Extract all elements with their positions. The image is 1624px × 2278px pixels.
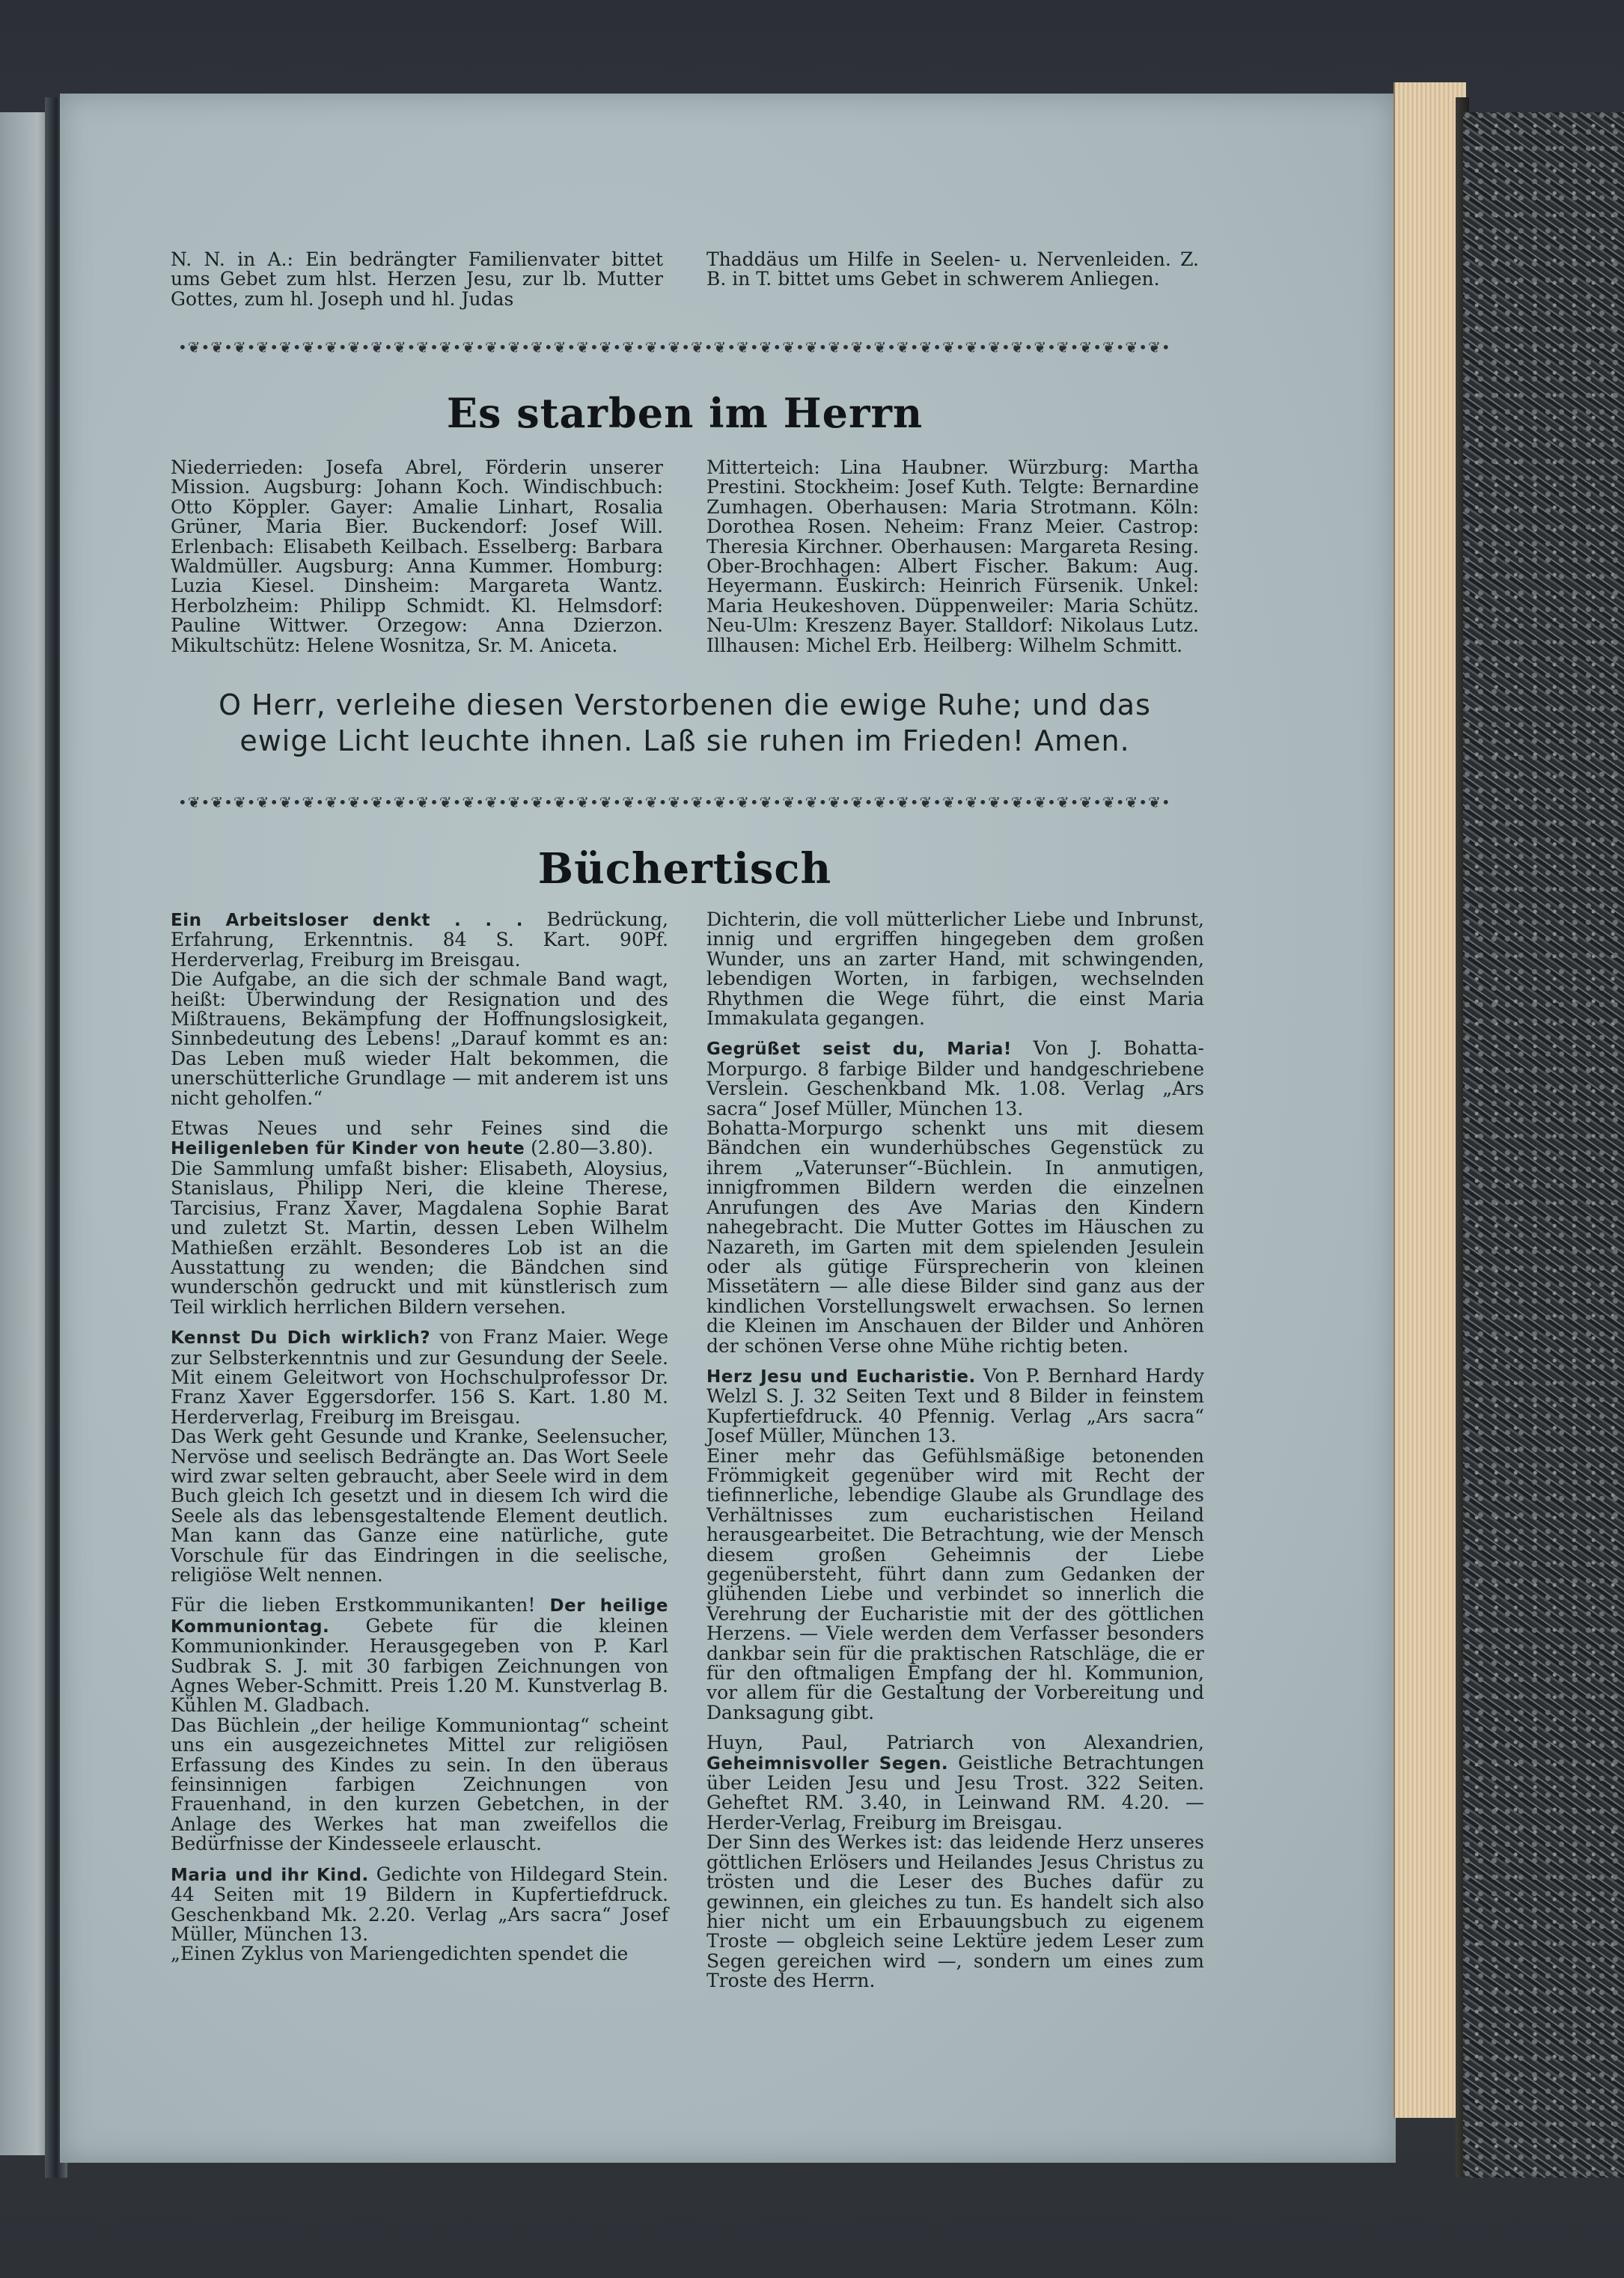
book-details: Gebete für die kleinen Kommunionkinder. Herausgegeben von P. Karl Sudbrak S. J. mit 30 farbigen Zeichnungen von Agnes Weber-Schmitt. Preis 1.20 M. Kunstverlag B. Kühlen M. Gladbach. (171, 1614, 668, 1717)
book-review: Dichterin, die voll mütterlicher Liebe und Inbrunst, innig und ergriffen hingegeben dem großen Wunder, uns an zarter Hand, mit schwingenden, lebendigen Worten, in farbigen, wechselnden Rhythmen die Wege führt, die einst Maria Immakulata gegangen. (706, 909, 1204, 1030)
ornament-divider-1: •❦•❦•❦•❦•❦•❦•❦•❦•❦•❦•❦•❦•❦•❦•❦•❦•❦•❦•❦•❦•❦•❦•❦•❦•❦•❦•❦•❦•❦•❦•❦•❦•❦•❦•❦•❦•❦•❦•❦•❦•❦•❦•❦• (178, 338, 1171, 356)
book-review: Das Büchlein „der heilige Kommuniontag“ scheint uns ein ausgezeichnetes Mittel zur religiösen Erfassung des Kindes zu sein. In den überaus feinsinnigen farbigen Zeichnungen von Frauenhand, in den kurzen Gebetchen, in der Anlage des Werkes hat man zweifellos die Bedürfnisse der Kindesseele erlauscht. (171, 1714, 668, 1855)
book-review: „Einen Zyklus von Mariengedichten spendet die (171, 1943, 629, 1965)
book-intro: Für die lieben Erstkommunikanten! (171, 1594, 550, 1616)
marbled-cover (1463, 112, 1624, 2178)
book-review: Die Sammlung umfaßt bisher: Elisabeth, Aloysius, Stanislaus, Philipp Neri, die kleine Therese, Tarcisius, Franz Xaver, Magdalena Sophie Barat und zuletzt St. Martin, dessen Leben Wilhelm Mathießen erzählt. Besonderes Lob ist an die Ausstattung zu wenden; die Bändchen sind wunderschön gedruckt und mit künstlerisch zum Teil wirklich herrlichen Bildern versehen. (171, 1157, 668, 1318)
book-entry-header (171, 1119, 668, 1159)
book-review: Einer mehr das Gefühlsmäßige betonenden Frömmigkeit gegenüber wird mit Recht der tiefinnerliche, lebendige Glaube als Grundlage des Verhältnisses zum eucharistischen Heiland herausgearbeitet. Die Betrachtung, wie der Mensch diesem großen Geheimnis der Liebe gegenübersteht, führt dann zum Gedanken der glühenden Liebe und verbindet so innerlich die Verehrung der Eucharistie mit der des göttlichen Herzens. — Viele werden dem Verfasser besonders dankbar sein für die praktischen Ratschläge, die er für den oftmaligen Empfang der hl. Kommunion, vor allem für die Gestaltung der Vorbereitung und Danksagung gibt. (706, 1444, 1204, 1723)
book-title: Kennst Du Dich wirklich? (171, 1328, 431, 1349)
book-details: Gedichte von Hildegard Stein. 44 Seiten mit 19 Bildern in Kupfertiefdruck. Geschenkband Mk. 2.20. Verlag „Ars sacra“ Josef Müller, München 13. (171, 1863, 668, 1945)
book-title: Herz Jesu und Eucharistie. (706, 1367, 976, 1387)
book-entry-header (171, 910, 668, 970)
notice-right-text: Thaddäus um Hilfe in Seelen- u. Nervenleiden. Z. B. in T. bittet ums Gebet in schwerem Anliegen. (706, 248, 1199, 290)
book-review: Der Sinn des Werkes ist: das leidende Herz unseres göttlichen Erlösers und Heilandes Jesus Christus zu trösten und die Leser des Buches dafür zu gewinnen, ein gleiches zu tun. Es handelt sich also hier nicht um ein Erbauungsbuch zu eigenem Troste — obgleich seine Lektüre jedem Leser zum Segen gereichen wird —, sondern um eines zum Troste des Herrn. (706, 1831, 1204, 1992)
books-right-column (706, 910, 1204, 2002)
book-entry-header (706, 1733, 1204, 1833)
book-review: Die Aufgabe, an die sich der schmale Band wagt, heißt: Überwindung der Resignation und des Mißtrauens, Bekämpfung der Hoffnungslosigkeit, Sinnbedeutung des Lebens! „Darauf kommt es an: Das Leben muß wieder Halt bekommen, die unerschütterliche Grundlage — mit anderem ist uns nicht geholfen.“ (171, 968, 668, 1109)
book-title: Gegrüßet seist du, Maria! (706, 1039, 1012, 1060)
book-details: Geistliche Betrachtungen über Leiden Jesu und Jesu Trost. 322 Seiten. Geheftet RM. 3.40, in Leinwand RM. 4.20. — Herder-Verlag, Freiburg im Breisgau. (706, 1751, 1204, 1833)
deaths-heading: Es starben im Herrn (446, 389, 924, 437)
book-title: Maria und ihr Kind. (171, 1865, 369, 1885)
book-details: Von P. Bernhard Hardy Welzl S. J. 32 Seiten Text und 8 Bilder in feinstem Kupfertiefdruck. 40 Pfennig. Verlag „Ars sacra“ Josef Müller, München 13. (706, 1364, 1204, 1447)
prayer-text: O Herr, verleihe diesen Verstorbenen die ewige Ruhe; und das ewige Licht leuchte ihnen. Laß sie ruhen im Frieden! Amen. (219, 688, 1151, 757)
book-entry-header (171, 1865, 668, 1945)
book-entry-header (171, 1595, 668, 1715)
book-title: Geheimnisvoller Segen. (706, 1753, 949, 1774)
book-review: Das Werk geht Gesunde und Kranke, Seelensucher, Nervöse und seelisch Bedrängte an. Das Wort Seele wird zwar selten gebraucht, aber Seele wird in dem Buch gleich Ich gesetzt und in diesem Ich wird die Seele als das lebensgestaltende Element deutlich. Man kann das Ganze eine natürliche, gute Vorschule für das Eindringen in die seelische, religiöse Welt nennen. (171, 1426, 668, 1586)
deaths-right (706, 458, 1199, 656)
notice-right (706, 250, 1199, 290)
notice-left-text: N. N. in A.: Ein bedrängter Familienvater bittet ums Gebet zum hlst. Herzen Jesu, zur lb. Mutter Gottes, zum hl. Joseph und hl. Judas (171, 248, 663, 310)
book-entry-header (706, 1039, 1204, 1119)
book-details: Bedrückung, Erfahrung, Erkenntnis. 84 S. Kart. 90Pf. Herderverlag, Freiburg im Breisgau. (171, 909, 668, 971)
book-entry-header (171, 1328, 668, 1427)
book-details: von Franz Maier. Wege zur Selbsterkenntnis und zur Gesundung der Seele. Mit einem Geleitwort von Hochschulprofessor Dr. Franz Xaver Eggersdorfer. 156 S. Kart. 1.80 M. Herderverlag, Freiburg im Breisgau. (171, 1326, 668, 1428)
book-intro: Etwas Neues und sehr Feines sind die (171, 1117, 668, 1140)
notice-left (171, 250, 663, 309)
book-details: Von J. Bohatta-Morpurgo. 8 farbige Bilder und handgeschriebene Verslein. Geschenkband Mk. 1.08. Verlag „Ars sacra“ Josef Müller, München 13. (706, 1037, 1204, 1120)
deaths-right-text: Mitterteich: Lina Haubner. Würzburg: Martha Prestini. Stockheim: Josef Kuth. Telgte: Bernardine Zumhagen. Oberhausen: Maria Strotmann. Köln: Dorothea Rosen. Neheim: Franz Meier. Castrop: Theresia Kirchner. Oberhausen: Margareta Resing. Ober-Brochhagen: Albert Fischer. Bakum: Aug. Heyermann. Euskirch: Heinrich Fürsenik. Unkel: Maria Heukeshoven. Düppenweiler: Maria Schütz. Neu-Ulm: Kreszenz Bayer. Stalldorf: Nikolaus Lutz. Illhausen: Michel Erb. Heilberg: Wilhelm Schmitt. (706, 456, 1199, 656)
book-intro: Huyn, Paul, Patriarch von Alexandrien, (706, 1732, 1204, 1754)
books-left-column (171, 910, 668, 1975)
book-title: Ein Arbeitsloser denkt . . . (171, 911, 523, 930)
book-title: Heiligenleben für Kinder von heute (171, 1139, 525, 1159)
ornament-divider-2: •❦•❦•❦•❦•❦•❦•❦•❦•❦•❦•❦•❦•❦•❦•❦•❦•❦•❦•❦•❦•❦•❦•❦•❦•❦•❦•❦•❦•❦•❦•❦•❦•❦•❦•❦•❦•❦•❦•❦•❦•❦•❦•❦• (178, 793, 1171, 811)
books-heading: Büchertisch (537, 844, 832, 894)
deaths-left (171, 458, 663, 656)
deaths-left-text: Niederrieden: Josefa Abrel, Förderin unserer Mission. Augsburg: Johann Koch. Windischbuch: Otto Köppler. Gayer: Amalie Linhart, Rosalia Grüner, Maria Bier. Buckendorf: Josef Will. Erlenbach: Elisabeth Keilbach. Esselberg: Barbara Waldmüller. Augsburg: Anna Kummer. Homburg: Luzia Kiesel. Dinsheim: Margareta Wantz. Herbolzheim: Philipp Schmidt. Kl. Helmsdorf: Pauline Wittwer. Orzegow: Anna Dzierzon. Mikultschütz: Helene Wosnitza, Sr. M. Aniceta. (171, 456, 663, 656)
book-review: Bohatta-Morpurgo schenkt uns mit diesem Bändchen ein wunderhübsches Gegenstück zu ihrem „Vaterunser“-Büchlein. In anmutigen, innigfrommen Bildern werden die einzelnen Anrufungen des Ave Marias den Kindern nahegebracht. Die Mutter Gottes im Häuschen zu Nazareth, im Garten mit dem spielenden Jesulein oder als gütige Fürsprecherin von kleinen Missetätern — alle diese Bilder sind ganz aus der kindlichen Vorstellungswelt erwachsen. So lernen die Kleinen im Anschauen der Bilder und Anhören der schönen Verse ohne Mühe richtig beten. (706, 1117, 1204, 1357)
book-details: (2.80—3.80). (525, 1137, 653, 1159)
book-entry-header (706, 1364, 1204, 1447)
book-title: Der heilige Kommuniontag. (171, 1596, 668, 1637)
